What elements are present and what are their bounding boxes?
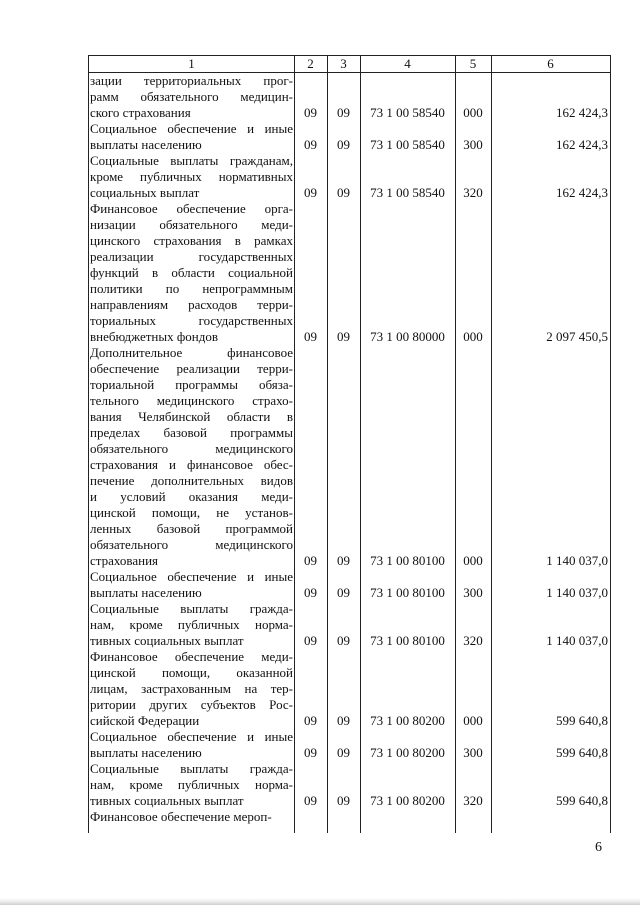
target-article-code: 73 1 00 58540	[370, 137, 445, 152]
description-line: Социальные выплаты гражданам,	[90, 153, 293, 168]
amount-value: 599 640,8	[556, 793, 608, 808]
description-line: выплаты населению	[90, 745, 202, 760]
description-line: тивных социальных выплат	[90, 633, 244, 648]
description-line: вания Челябинской области в	[90, 409, 293, 424]
amount-value: 162 424,3	[556, 105, 608, 120]
section-code: 09	[304, 553, 317, 568]
table-row	[89, 121, 610, 153]
subsection-code: 09	[337, 793, 350, 808]
description-line: обязательного медицинского	[90, 537, 293, 552]
description-line: направлениям расходов терри-	[90, 297, 293, 312]
subsection-code: 09	[337, 585, 350, 600]
description-line: Финансовое обеспечение меди-	[90, 649, 293, 664]
table-row	[89, 649, 610, 729]
table-row	[89, 345, 610, 569]
description-line: сийской Федерации	[90, 713, 200, 728]
description-line: Социальное обеспечение и иные	[90, 729, 293, 744]
column-header: 6	[547, 56, 554, 71]
column-header: 4	[404, 56, 411, 71]
description-line: низации обязательного меди-	[90, 217, 293, 232]
expense-type-code: 000	[463, 713, 483, 728]
description-line: пределах базовой программы	[90, 425, 293, 440]
target-article-code: 73 1 00 80000	[370, 329, 445, 344]
subsection-code: 09	[337, 745, 350, 760]
description-line: тивных социальных выплат	[90, 793, 244, 808]
target-article-code: 73 1 00 80100	[370, 553, 445, 568]
subsection-code: 09	[337, 185, 350, 200]
target-article-code: 73 1 00 80200	[370, 745, 445, 760]
expense-type-code: 300	[463, 745, 483, 760]
section-code: 09	[304, 329, 317, 344]
row-description	[90, 649, 293, 729]
expense-type-code: 000	[463, 105, 483, 120]
table-header-row	[89, 56, 610, 73]
section-code: 09	[304, 585, 317, 600]
row-description	[90, 601, 293, 649]
row-description	[90, 73, 293, 121]
amount-value: 162 424,3	[556, 137, 608, 152]
page-number: 6	[595, 840, 602, 855]
section-code: 09	[304, 713, 317, 728]
row-description	[90, 809, 293, 825]
expense-type-code: 000	[463, 553, 483, 568]
column-header: 2	[307, 56, 314, 71]
section-code: 09	[304, 137, 317, 152]
description-line: кроме публичных нормативных	[90, 169, 293, 184]
description-line: лицам, застрахованным на тер-	[90, 681, 293, 696]
description-line: реализации государственных	[90, 249, 293, 264]
amount-value: 1 140 037,0	[546, 633, 608, 648]
table-row	[89, 569, 610, 601]
expense-type-code: 300	[463, 585, 483, 600]
description-line: Социальные выплаты гражда-	[90, 601, 293, 616]
amount-value: 599 640,8	[556, 713, 608, 728]
section-code: 09	[304, 185, 317, 200]
subsection-code: 09	[337, 329, 350, 344]
description-line: ритории других субъектов Рос-	[90, 697, 293, 712]
description-line: выплаты населению	[90, 137, 202, 152]
description-line: Дополнительное финансовое	[90, 345, 293, 360]
subsection-code: 09	[337, 105, 350, 120]
description-line: Социальное обеспечение и иные	[90, 121, 293, 136]
description-line: ториальных государственных	[90, 313, 293, 328]
description-line: обязательного медицинского	[90, 441, 293, 456]
target-article-code: 73 1 00 80200	[370, 793, 445, 808]
description-line: цинской помощи, не установ-	[90, 505, 293, 520]
description-line: обеспечение реализации терри-	[90, 361, 293, 376]
row-description	[90, 121, 293, 153]
subsection-code: 09	[337, 137, 350, 152]
description-line: функций в области социальной	[90, 265, 293, 280]
amount-value: 1 140 037,0	[546, 553, 608, 568]
table-row	[89, 73, 610, 121]
expense-type-code: 300	[463, 137, 483, 152]
expense-type-code: 320	[463, 185, 483, 200]
description-line: ского страхования	[90, 105, 191, 120]
row-description	[90, 761, 293, 809]
expense-type-code: 320	[463, 793, 483, 808]
section-code: 09	[304, 105, 317, 120]
description-line: зации территориальных прог-	[90, 73, 293, 88]
description-line: и условий оказания меди-	[90, 489, 293, 504]
target-article-code: 73 1 00 80100	[370, 633, 445, 648]
target-article-code: 73 1 00 58540	[370, 105, 445, 120]
subsection-code: 09	[337, 713, 350, 728]
description-line: страхования и финансовое обес-	[90, 457, 293, 472]
amount-value: 599 640,8	[556, 745, 608, 760]
description-line: Социальное обеспечение и иные	[90, 569, 293, 584]
description-line: цинской помощи, оказанной	[90, 665, 293, 680]
subsection-code: 09	[337, 633, 350, 648]
column-header: 1	[188, 56, 195, 71]
table-row	[89, 809, 610, 825]
row-description	[90, 729, 293, 761]
row-description	[90, 153, 293, 201]
target-article-code: 73 1 00 58540	[370, 185, 445, 200]
table-row	[89, 729, 610, 761]
table-row	[89, 201, 610, 345]
description-line: нам, кроме публичных норма-	[90, 617, 293, 632]
target-article-code: 73 1 00 80200	[370, 713, 445, 728]
description-line: рамм обязательного медицин-	[90, 89, 293, 104]
column-header: 3	[340, 56, 347, 71]
description-line: внебюджетных фондов	[90, 329, 218, 344]
amount-value: 1 140 037,0	[546, 585, 608, 600]
budget-table	[88, 55, 611, 833]
section-code: 09	[304, 633, 317, 648]
description-line: нам, кроме публичных норма-	[90, 777, 293, 792]
section-code: 09	[304, 745, 317, 760]
table-row	[89, 761, 610, 809]
description-line: социальных выплат	[90, 185, 200, 200]
amount-value: 2 097 450,5	[546, 329, 608, 344]
target-article-code: 73 1 00 80100	[370, 585, 445, 600]
row-description	[90, 569, 293, 601]
description-line: цинского страхования в рамках	[90, 233, 293, 248]
description-line: политики по непрограммным	[90, 281, 293, 296]
description-line: ториальной программы обяза-	[90, 377, 293, 392]
expense-type-code: 320	[463, 633, 483, 648]
description-line: Финансовое обеспечение мероп-	[90, 809, 272, 824]
row-description	[90, 201, 293, 345]
column-header: 5	[469, 56, 477, 71]
description-line: ленных базовой программой	[90, 521, 293, 536]
section-code: 09	[304, 793, 317, 808]
description-line: печение дополнительных видов	[90, 473, 293, 488]
table-row	[89, 153, 610, 201]
description-line: выплаты населению	[90, 585, 202, 600]
description-line: страхования	[90, 553, 159, 568]
scan-edge	[0, 898, 640, 905]
expense-type-code: 000	[463, 329, 483, 344]
row-description	[90, 345, 293, 569]
amount-value: 162 424,3	[556, 185, 608, 200]
description-line: Социальные выплаты гражда-	[90, 761, 293, 776]
description-line: тельного медицинского страхо-	[90, 393, 293, 408]
subsection-code: 09	[337, 553, 350, 568]
table-row	[89, 601, 610, 649]
description-line: Финансовое обеспечение орга-	[90, 201, 293, 216]
